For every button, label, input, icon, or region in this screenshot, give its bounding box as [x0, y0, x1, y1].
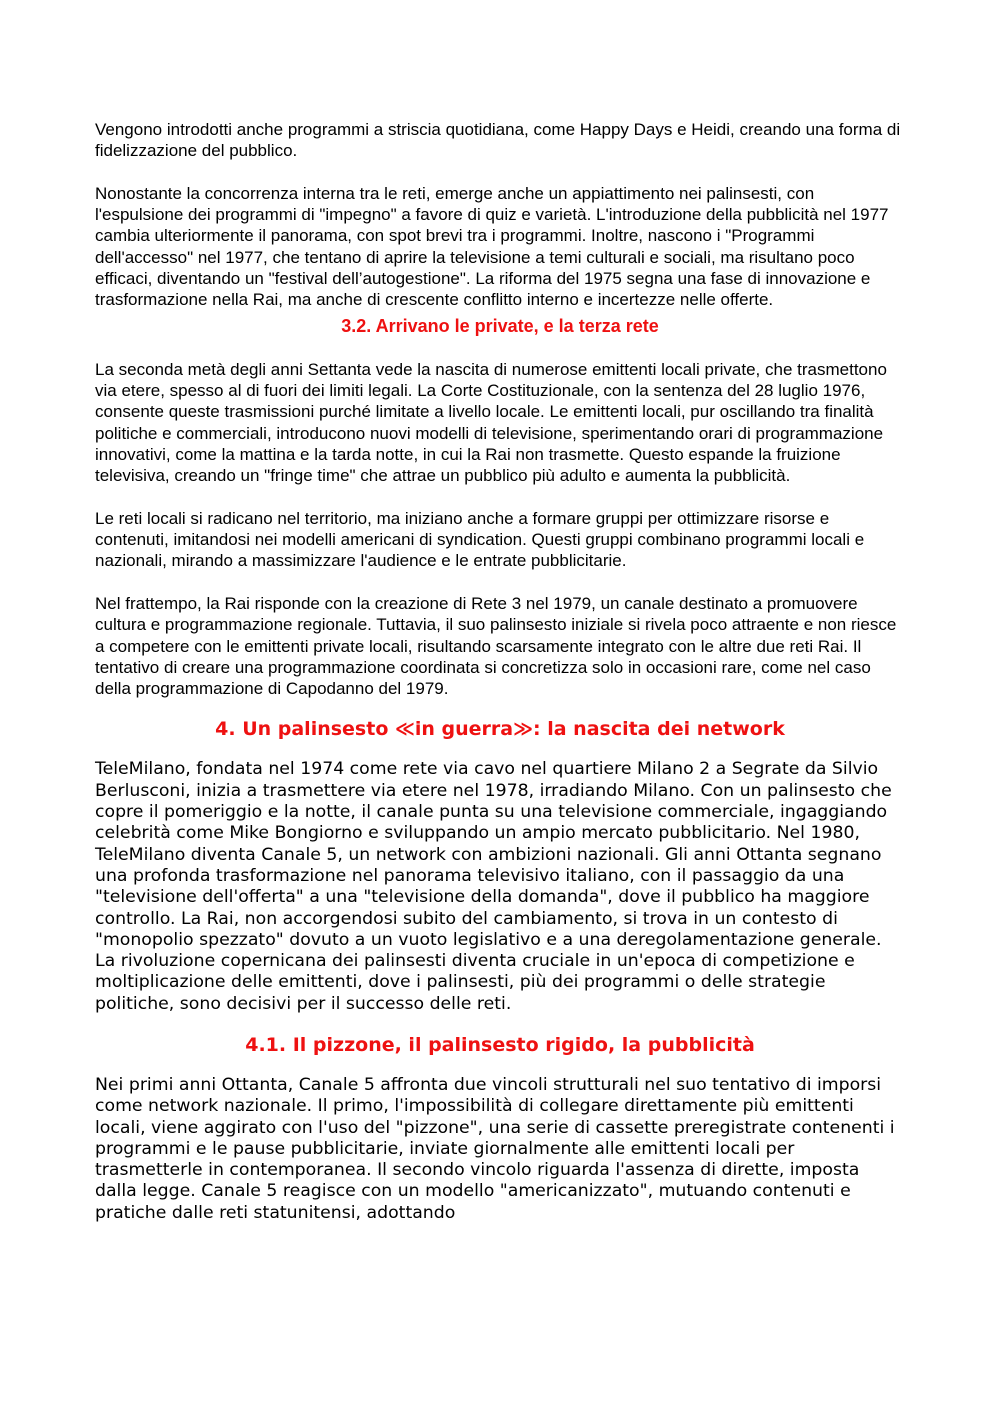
section-heading-3-2: 3.2. Arrivano le private, e la terza rete — [341, 315, 659, 336]
section-heading-4-1: 4.1. Il pizzone, il palinsesto rigido, la pubblicità — [245, 1033, 755, 1056]
section-3-2-paragraph-1: La seconda metà degli anni Settanta vede la nascita di numerose emittenti locali private, che trasmettono via etere, spesso al di fuori dei limiti legali. La Corte Costituzionale, con la sentenza del 28 luglio 1976, consente queste trasmissioni purché limitate a livello locale. Le emittenti locali, pur oscillando tra finalità politiche e commerciali, introducono nuovi modelli di televisione, sperimentando orari di programmazione innovativi, come la mattina e la tarda notte, in cui la Rai non trasmette. Questo espande la fruizione televisiva, creando un "fringe time" che attrae un pubblico più adulto e aumenta la pubblicità. — [95, 359, 887, 486]
section-3-2-paragraph-3: Nel frattempo, la Rai risponde con la creazione di Rete 3 nel 1979, un canale destinato a promuovere cultura e programmazione regionale. Tuttavia, il suo palinsesto iniziale si rivela poco attraente e non riesce a competere con le emittenti private locali, risultando scarsamente integrato con le altre due reti Rai. Il tentativo di creare una programmazione coordinata si concretizza solo in occasioni rare, come nel caso della programmazione di Capodanno del 1979. — [95, 593, 897, 699]
document-page — [95, 119, 905, 1224]
intro-paragraph-2: Nonostante la concorrenza interna tra le reti, emerge anche un appiattimento nei palinsesti, con l'espulsione dei programmi di "impegno" a favore di quiz e varietà. L'introduzione della pubblicità nel 1977 cambia ulteriormente il panorama, con spot brevi tra i programmi. Inoltre, nascono i "Programmi dell'accesso" nel 1977, che tentano di aprire la televisione a temi culturali e sociali, ma risultano poco efficaci, diventando un "festival dell’autogestione". La riforma del 1975 segna una fase di innovazione e trasformazione nella Rai, ma anche di crescente conflitto interno e incertezze nelle offerte. — [95, 183, 889, 310]
section-3-2-paragraph-2: Le reti locali si radicano nel territorio, ma iniziano anche a formare gruppi per ottimizzare risorse e contenuti, imitandosi nei modelli americani di syndication. Questi gruppi combinano programmi locali e nazionali, mirando a massimizzare l'audience e le entrate pubblicitarie. — [95, 508, 865, 571]
intro-paragraph-1: Vengono introdotti anche programmi a striscia quotidiana, come Happy Days e Heidi, creando una forma di fidelizzazione del pubblico. — [95, 120, 901, 161]
section-4-paragraph: TeleMilano, fondata nel 1974 come rete via cavo nel quartiere Milano 2 a Segrate da Silvio Berlusconi, inizia a trasmettere via etere nel 1978, irradiando Milano. Con un palinsesto che copre il pomeriggio e la notte, il canale punta su una televisione commerciale, ingaggiando celebrità come Mike Bongiorno e sviluppando un ampio mercato pubblicitario. Nel 1980, TeleMilano diventa Canale 5, un network con ambizioni nazionali. Gli anni Ottanta segnano una profonda trasformazione nel panorama televisivo italiano, con il passaggio da una "televisione dell'offerta" a una "televisione della domanda", dove il pubblico ha maggiore controllo. La Rai, non accorgendosi subito del cambiamento, si trova in un contesto di "monopolio spezzato" dovuto a un vuoto legislativo e a una deregolamentazione generale. La rivoluzione copernicana dei palinsesti diventa cruciale in un'epoca di competizione e moltiplicazione delle emittenti, dove i palinsesti, più dei programmi o delle strategie politiche, sono decisivi per il successo delle reti. — [95, 759, 892, 1014]
section-4-1-paragraph: Nei primi anni Ottanta, Canale 5 affronta due vincoli strutturali nel suo tentativo di imporsi come network nazionale. Il primo, l'impossibilità di collegare direttamente più emittenti locali, viene aggirato con l'uso del "pizzone", una serie di cassette preregistrate contenenti i programmi e le pause pubblicitarie, inviate giornalmente alle emittenti locali per trasmetterle in contemporanea. Il secondo vincolo riguarda l'assenza di dirette, imposta dalla legge. Canale 5 reagisce con un modello "americanizzato", mutuando contenuti e pratiche dalle reti statunitensi, adottando — [95, 1074, 895, 1223]
section-heading-4: 4. Un palinsesto ≪in guerra≫: la nascita dei network — [215, 718, 785, 741]
